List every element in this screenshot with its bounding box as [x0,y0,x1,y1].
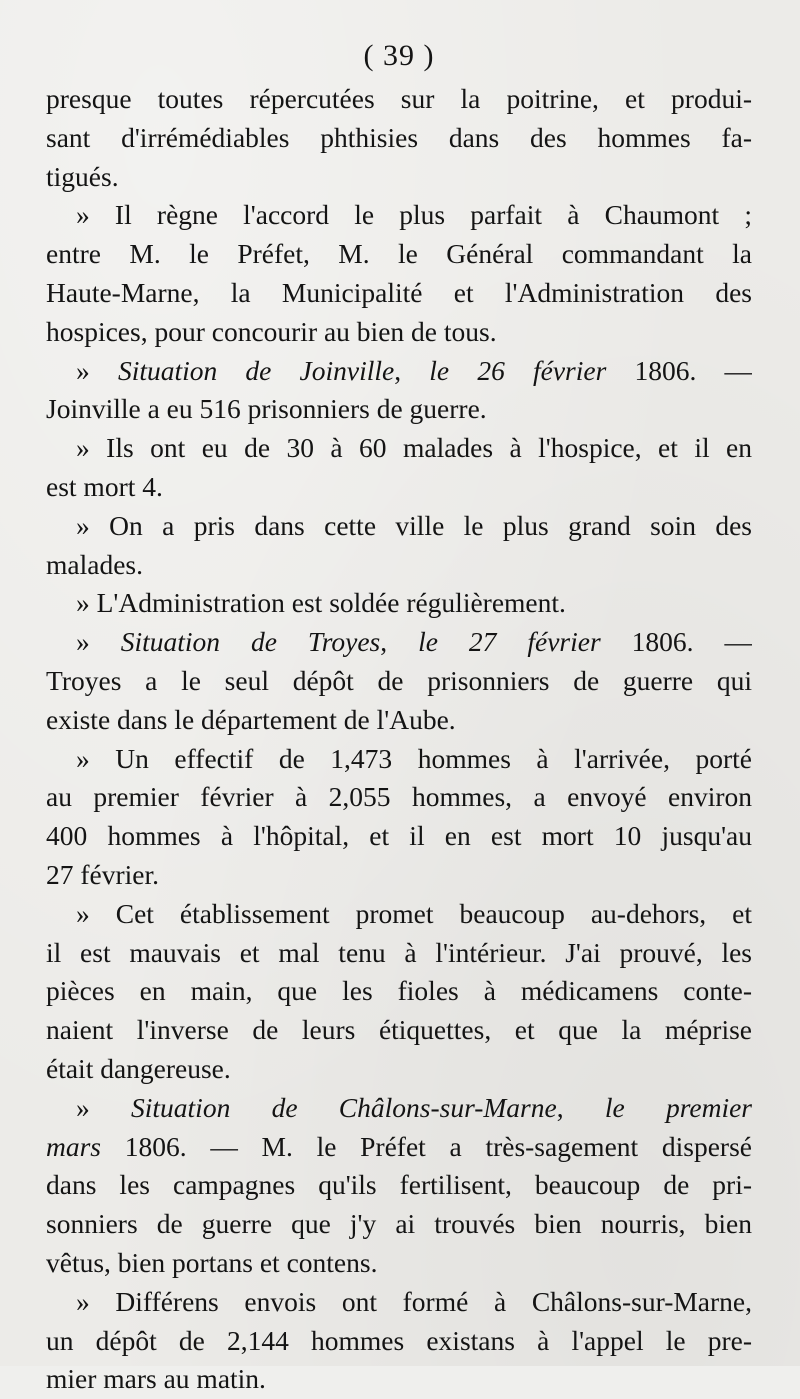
text-line: presque toutes répercutées sur la poitrine, et produi- [46,83,752,114]
text-line: » Situation de Joinville, le 26 février 1806. — [76,354,752,386]
text-line: hospices, pour concourir au bien de tous. [46,315,497,347]
text-line: dans les campagnes qu'ils fertilisent, beaucoup de pri- [46,1169,752,1201]
text-line: entre M. le Préfet, M. le Général commandant la [46,238,752,270]
text-body [46,80,752,1399]
text-line: tigués. [46,160,119,192]
text-line: » Situation de Troyes, le 27 février 1806. — [76,626,752,658]
text-line: » Ils ont eu de 30 à 60 malades à l'hospice, et il en [76,432,752,464]
text-line: au premier février à 2,055 hommes, a envoyé environ [46,781,752,813]
text-line: naient l'inverse de leurs étiquettes, et que la méprise [46,1014,752,1046]
page-number: ( 39 ) [363,39,435,72]
text-line: Haute-Marne, la Municipalité et l'Administration des [46,276,752,308]
text-line: » On a pris dans cette ville le plus grand soin des [76,509,752,541]
text-line: » L'Administration est soldée régulièrement. [76,587,566,619]
text-line: Troyes a le seul dépôt de prisonniers de guerre qui [46,664,752,696]
text-line: 27 février. [46,858,160,890]
text-line: était dangereuse. [46,1052,231,1084]
text-line: un dépôt de 2,144 hommes existans à l'appel le pre- [46,1324,752,1356]
text-line: mars 1806. — M. le Préfet a très-sagement dispersé [46,1130,752,1162]
text-line: Joinville a eu 516 prisonniers de guerre. [46,393,487,425]
text-line: vêtus, bien portans et contens. [46,1246,378,1278]
text-line: sant d'irrémédiables phthisies dans des hommes fa- [46,121,752,153]
text-line: existe dans le département de l'Aube. [46,703,456,735]
text-line: pièces en main, que les fioles à médicamens conte- [46,975,752,1007]
text-line: il est mauvais et mal tenu à l'intérieur. J'ai prouvé, les [46,936,752,968]
text-line: malades. [46,548,143,580]
text-line: » Un effectif de 1,473 hommes à l'arrivée, porté [76,742,752,774]
text-line: » Cet établissement promet beaucoup au-dehors, et [76,897,752,929]
text-line: 400 hommes à l'hôpital, et il en est mort 10 jusqu'au [46,820,752,852]
text-line: » Différens envois ont formé à Châlons-sur-Marne, [76,1285,752,1317]
text-line: est mort 4. [46,470,163,502]
text-line: » Situation de Châlons-sur-Marne, le premier [76,1091,752,1123]
text-line: » Il règne l'accord le plus parfait à Chaumont ; [76,199,752,231]
text-line: mier mars au matin. [46,1363,266,1395]
text-line: sonniers de guerre que j'y ai trouvés bien nourris, bien [46,1208,752,1240]
